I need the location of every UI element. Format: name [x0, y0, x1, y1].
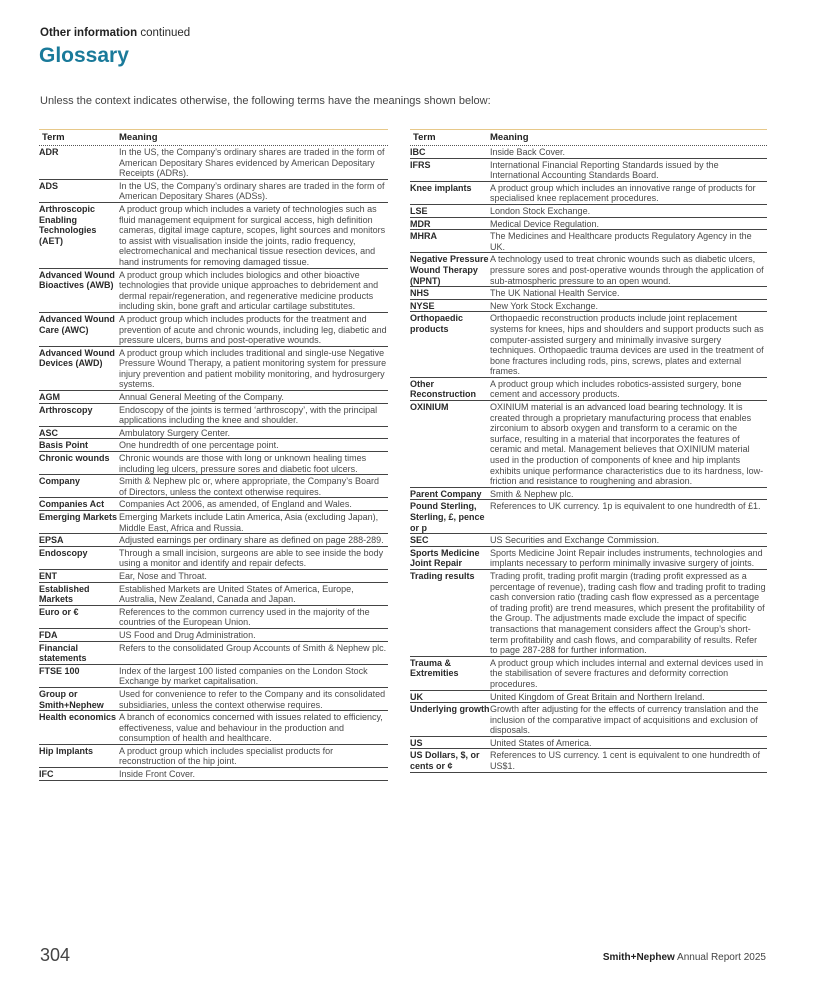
- glossary-meaning: In the US, the Company’s ordinary shares are traded in the form of American Depositary Shares evidenced by American Depositary Receipts (ADRs).: [119, 147, 385, 179]
- glossary-term: NYSE: [410, 300, 435, 311]
- glossary-term: OXINIUM: [410, 402, 449, 413]
- table-row: [410, 300, 767, 313]
- glossary-meaning: Ambulatory Surgery Center.: [119, 427, 231, 438]
- table-row: [39, 391, 388, 404]
- table-row: [410, 547, 767, 570]
- glossary-meaning: Smith & Nephew plc.: [490, 488, 574, 499]
- glossary-meaning: The Medicines and Healthcare products Regulatory Agency in the UK.: [490, 231, 752, 252]
- glossary-term: ASC: [39, 427, 59, 438]
- glossary-term: Health economics: [39, 712, 117, 723]
- glossary-term: MHRA: [410, 231, 437, 242]
- meaning-header: Meaning: [490, 132, 529, 143]
- glossary-meaning: United States of America.: [490, 737, 592, 748]
- term-header: Term: [413, 131, 436, 143]
- table-row: [39, 347, 388, 391]
- glossary-meaning: Medical Device Regulation.: [490, 218, 600, 229]
- glossary-term: UK: [410, 691, 423, 702]
- glossary-term: Advanced Wound Care (AWC): [39, 313, 115, 335]
- glossary-term: ENT: [39, 570, 57, 581]
- glossary-meaning: Emerging Markets include Latin America, Asia (excluding Japan), Middle East, Africa and Russia.: [119, 512, 379, 533]
- page-title: Glossary: [39, 44, 129, 67]
- glossary-meaning: US Food and Drug Administration.: [119, 629, 256, 640]
- glossary-term: FTSE 100: [39, 665, 80, 676]
- glossary-term: Advanced Wound Bioactives (AWB): [39, 269, 115, 291]
- glossary-meaning: A product group which includes robotics-assisted surgery, bone cement and accessory products.: [490, 378, 742, 400]
- glossary-meaning: A technology used to treat chronic wounds such as diabetic ulcers, pressure sores and post-operative wounds through the application of sub-atmospheric pressure to an open wound.: [490, 254, 764, 286]
- meaning-header: Meaning: [119, 132, 158, 143]
- glossary-meaning: A product group which includes specialist products for reconstruction of the hip joint.: [119, 745, 334, 767]
- glossary-meaning: New York Stock Exchange.: [490, 300, 599, 311]
- table-row: [39, 498, 388, 511]
- table-row: [39, 547, 388, 570]
- table-row: [39, 688, 388, 711]
- glossary-term: Hip Implants: [39, 745, 94, 756]
- glossary-term: Knee implants: [410, 182, 472, 193]
- continued-label: continued: [140, 27, 191, 39]
- table-row: [410, 205, 767, 218]
- glossary-term: Parent Company: [410, 488, 482, 499]
- glossary-term: AGM: [39, 392, 60, 403]
- glossary-meaning: Sports Medicine Joint Repair includes instruments, technologies and implants necessary to perform minimally invasive surgery of joints.: [490, 547, 763, 569]
- table-row: [39, 475, 388, 498]
- glossary-term: Endoscopy: [39, 547, 88, 558]
- glossary-meaning: A product group which includes internal and external devices used in the stabilisation of severe fractures and deformity correction procedures.: [490, 657, 764, 689]
- table-row: [39, 146, 388, 180]
- glossary-term: Company: [39, 476, 81, 487]
- page-number: 304: [40, 945, 71, 965]
- glossary-meaning: Established Markets are United States of America, Europe, Australia, New Zealand, Canada and Japan.: [119, 583, 354, 605]
- glossary-meaning: Inside Back Cover.: [490, 147, 566, 157]
- table-header: [39, 129, 388, 146]
- glossary-meaning: A product group which includes a variety of technologies such as fluid management equipment for surgical access, high definition cameras, digital image capture, scopes, light sources and monitors to assist with visualisation inside the joints, radio frequency, electromechanical and mechanical tissue resection devices, and hand instruments for removing damaged tissue.: [119, 203, 386, 267]
- intro-text: Unless the context indicates otherwise, the following terms have the meanings shown below:: [40, 95, 491, 107]
- table-row: [410, 657, 767, 691]
- section-name: Other information: [40, 27, 138, 39]
- table-row: [39, 570, 388, 583]
- glossary-meaning: Inside Front Cover.: [119, 769, 196, 780]
- glossary-term: EPSA: [39, 535, 64, 546]
- table-body: [410, 146, 767, 773]
- glossary-meaning: Trading profit, trading profit margin (trading profit expressed as a percentage of revenue), trading cash flow and trading profit to trading cash conversion ratio (trading cash flow expressed as a percentage of trading profit) are trend measures, which present the profitability of the Group. The adjustments made exclude the impact of specific transactions that management considers affect the Group’s short-term profitability and cash flows, and comparability of results. Refer to page 287-288 for further information.: [490, 570, 766, 656]
- glossary-meaning: A product group which includes traditional and single-use Negative Pressure Wound Therapy, a patient monitoring system for pressure injury prevention and patient mobility monitoring, and hydrosurgery systems.: [119, 347, 387, 390]
- table-row: [39, 583, 388, 606]
- table-row: [39, 427, 388, 440]
- glossary-term: LSE: [410, 205, 428, 216]
- table-row: [410, 146, 767, 159]
- glossary-meaning: Orthopaedic reconstruction products include joint replacement systems for knees, hips and shoulders and support products such as computer-assisted surgery and minimally invasive surgery techniques. Orthopaedic trauma devices are used in the treatment of bone fractures including rods, pins, screws, plates and external frames.: [490, 313, 764, 377]
- glossary-term: Sports Medicine Joint Repair: [410, 547, 480, 569]
- table-row: [39, 269, 388, 313]
- table-row: [410, 159, 767, 182]
- glossary-meaning: Ear, Nose and Throat.: [119, 570, 207, 581]
- glossary-term: Established Markets: [39, 583, 90, 605]
- table-row: [410, 570, 767, 657]
- glossary-meaning: US Securities and Exchange Commission.: [490, 535, 660, 546]
- table-row: [410, 691, 767, 704]
- table-row: [410, 737, 767, 750]
- glossary-term: Arthroscopy: [39, 404, 93, 415]
- glossary-meaning: Index of the largest 100 listed companies on the London Stock Exchange by market capitalisation.: [119, 665, 368, 687]
- term-header: Term: [42, 131, 65, 143]
- glossary-term: Trauma & Extremities: [410, 657, 459, 679]
- glossary-meaning: OXINIUM material is an advanced load bearing technology. It is created through a proprietary manufacturing process that enables zirconium to absorb oxygen and transform to a ceramic on the surface, resulting in a material that incorporates the features of ceramic and metal. Management believes that OXINIUM material used in the production of components of knee and hip implants exhibits unique performance characteristics due to its hardness, low-friction and resistance to roughening and abrasion.: [490, 402, 764, 487]
- glossary-meaning: Smith & Nephew plc or, where appropriate, the Company’s Board of Directors, unless the context otherwise requires.: [119, 476, 379, 497]
- glossary-meaning: International Financial Reporting Standards issued by the International Accounting Standards Board.: [490, 159, 719, 181]
- glossary-meaning: Endoscopy of the joints is termed ‘arthroscopy’, with the principal applications including the knee and shoulder.: [119, 404, 378, 426]
- glossary-meaning: A product group which includes an innovative range of products for specialised knee replacement procedures.: [490, 182, 756, 204]
- table-row: [39, 768, 388, 781]
- glossary-meaning: Adjusted earnings per ordinary share as defined on page 288-289.: [119, 535, 384, 546]
- table-row: [39, 745, 388, 768]
- glossary-term: Trading results: [410, 570, 475, 581]
- glossary-table-left: [39, 129, 388, 781]
- glossary-term: ADS: [39, 180, 59, 191]
- table-row: [410, 253, 767, 287]
- glossary-meaning: One hundredth of one percentage point.: [119, 440, 279, 451]
- table-row: [410, 218, 767, 231]
- table-row: [39, 404, 388, 427]
- glossary-term: US: [410, 737, 423, 748]
- glossary-term: IFC: [39, 769, 54, 780]
- glossary-meaning: A product group which includes products for the treatment and prevention of acute and chronic wounds, including leg, diabetic and pressure ulcers, burns and post-operative wounds.: [119, 313, 387, 346]
- glossary-meaning: Chronic wounds are those with long or unknown healing times including leg ulcers, pressure sores and diabetic foot ulcers.: [119, 453, 367, 474]
- table-row: [410, 378, 767, 401]
- table-row: [39, 534, 388, 547]
- table-row: [410, 534, 767, 547]
- table-row: [39, 203, 388, 269]
- table-row: [410, 749, 767, 772]
- table-row: [39, 606, 388, 629]
- glossary-term: Euro or €: [39, 606, 79, 617]
- table-row: [410, 703, 767, 737]
- glossary-term: Underlying growth: [410, 704, 490, 715]
- table-row: [410, 500, 767, 534]
- section-header: [40, 27, 190, 39]
- table-row: [39, 665, 388, 688]
- glossary-meaning: United Kingdom of Great Britain and Northern Ireland.: [490, 691, 705, 702]
- table-row: [410, 230, 767, 253]
- table-row: [410, 488, 767, 501]
- glossary-term: NHS: [410, 288, 430, 299]
- glossary-term: Group or Smith+Nephew: [39, 688, 104, 710]
- glossary-meaning: The UK National Health Service.: [490, 288, 620, 299]
- table-row: [410, 312, 767, 378]
- glossary-meaning: Growth after adjusting for the effects of currency translation and the inclusion of the comparative impact of acquisitions and exclusion of disposals.: [490, 704, 759, 736]
- glossary-term: Pound Sterling, Sterling, £, pence or p: [410, 501, 485, 533]
- table-header: [410, 129, 767, 146]
- glossary-meaning: References to US currency. 1 cent is equivalent to one hundredth of US$1.: [490, 750, 760, 772]
- table-row: [410, 287, 767, 300]
- glossary-meaning: A product group which includes biologics and other bioactive technologies that provide unique approaches to debridement and dermal repair/regeneration, and regenerative medicine products including skin, bone graft and articular cartilage substitutes.: [119, 269, 379, 312]
- table-row: [410, 182, 767, 205]
- table-row: [39, 452, 388, 475]
- glossary-term: Emerging Markets: [39, 512, 118, 522]
- glossary-term: US Dollars, $, or cents or ¢: [410, 750, 480, 772]
- brand-name: Smith+Nephew: [602, 952, 675, 963]
- glossary-term: Orthopaedic products: [410, 313, 464, 334]
- glossary-meaning: In the US, the Company’s ordinary shares are traded in the form of American Depositary Shares (ADSs).: [119, 180, 385, 202]
- footer-brand: [603, 952, 766, 963]
- glossary-term: Other Reconstruction: [410, 378, 477, 400]
- glossary-meaning: London Stock Exchange.: [490, 205, 591, 216]
- table-row: [39, 711, 388, 745]
- table-row: [39, 642, 388, 665]
- glossary-term: Chronic wounds: [39, 453, 110, 464]
- glossary-meaning: Used for convenience to refer to the Company and its consolidated subsidiaries, unless the context otherwise requires.: [119, 688, 386, 710]
- glossary-term: Negative Pressure Wound Therapy (NPNT): [410, 254, 489, 286]
- glossary-term: SEC: [410, 535, 429, 546]
- glossary-term: MDR: [410, 218, 431, 229]
- glossary-term: ADR: [39, 147, 59, 157]
- glossary-meaning: References to the common currency used in the majority of the countries of the European Union.: [119, 606, 370, 628]
- table-row: [39, 439, 388, 452]
- glossary-meaning: A branch of economics concerned with issues related to efficiency, effectiveness, value and behaviour in the production and consumption of health and healthcare.: [119, 712, 383, 744]
- report-name: Annual Report 2025: [677, 952, 766, 963]
- glossary-term: IBC: [410, 147, 426, 157]
- glossary-term: IFRS: [410, 159, 431, 170]
- glossary-meaning: Annual General Meeting of the Company.: [119, 392, 284, 403]
- table-row: [39, 313, 388, 347]
- table-row: [39, 180, 388, 203]
- table-row: [410, 401, 767, 488]
- glossary-term: Basis Point: [39, 440, 89, 451]
- table-body: [39, 146, 388, 781]
- glossary-meaning: Through a small incision, surgeons are able to see inside the body using a monitor and identify and repair defects.: [119, 547, 384, 569]
- glossary-term: Companies Act: [39, 499, 105, 510]
- glossary-meaning: References to UK currency. 1p is equivalent to one hundredth of £1.: [490, 501, 761, 512]
- table-row: [39, 511, 388, 534]
- glossary-term: Advanced Wound Devices (AWD): [39, 347, 115, 369]
- table-row: [39, 629, 388, 642]
- glossary-term: Financial statements: [39, 642, 87, 664]
- glossary-meaning: Refers to the consolidated Group Accounts of Smith & Nephew plc.: [119, 642, 387, 653]
- glossary-term: FDA: [39, 629, 58, 640]
- glossary-term: Arthroscopic Enabling Technologies (AET): [39, 203, 97, 246]
- glossary-meaning: Companies Act 2006, as amended, of England and Wales.: [119, 499, 352, 510]
- glossary-table-right: [410, 129, 767, 773]
